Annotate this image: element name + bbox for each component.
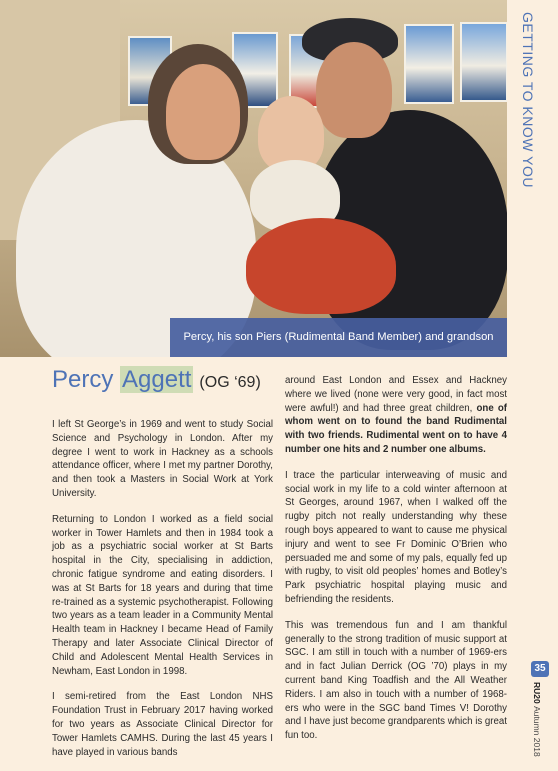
issue-season: Autumn 2018 [532,706,542,757]
section-label: GETTING TO KNOW YOU [520,12,536,188]
page-number: 35 [531,661,549,677]
paragraph: Returning to London I worked as a field social worker in Tower Hamlets and then in 1984 took a job as a psychiatric social worker at St Barts hospital in the City, specialising in addiction, chronic fatigue syndrome and eating disorders. I was at St Barts for 18 years and during that time re-trained as a systemic psychotherapist. Following two years as a team leader in a Community Mental Health team in Hackney I became Head of Family Therapy and later Associate Clinical Director of Child and Adolescent Mental Health Services in Newham, East London in 1998. [52,513,273,677]
title-first-name: Percy [52,366,114,393]
article-title [52,366,261,394]
paragraph: I left St George’s in 1969 and went to study Social Science and Psychology in London. After my degree I went to work in Hackney as a schools attendance officer, where I met my partner Dorothy, and then took a Masters in Social Work at York University. [52,419,273,499]
paragraph: I trace the particular interweaving of music and social work in my life to a cold winter afternoon at St Georges, around 1967, when I walked off the rugby pitch not really understanding why these rough boys appeared to want to cause me physical injury and went to see Fr Dominic O’Brien who persuaded me and some of my pals, equally fed up with rugby, to visit old peoples’ homes and Botley’s Park psychiatric hospital playing music and befriending the residents. [285,469,507,605]
paragraph [285,374,507,457]
person-left-face [166,64,240,160]
person-right-face [316,42,392,138]
paragraph: I semi-retired from the East London NHS Foundation Trust in February 2017 having worked for two years as Associate Clinical Director for Tower Hamlets CAMHS. During the last 45 years I have played in various bands [52,691,273,758]
article-left-column [52,418,273,771]
article-photo [0,0,507,357]
paragraph-bold-text: one of whom went on to found the band Rudimental with two friends. Rudimental went on to have 4 number one hits and 2 number one albums. [285,402,507,455]
photo-caption: Percy, his son Piers (Rudimental Band Member) and grandson [170,318,507,357]
issue-label [532,682,542,757]
painting [460,22,507,102]
painting [404,24,454,104]
baby-trousers [246,218,396,314]
article-right-column [285,374,507,755]
title-surname: Aggett [122,366,192,393]
title-class-year: (OG ‘69) [199,374,261,391]
issue-code: RU20 [532,682,542,704]
paragraph-text: around East London and Essex and Hackney where we lived (none were very good, in fact most were awful!) and had three great children, [285,375,507,414]
paragraph: This was tremendous fun and I am thankful generally to the strong tradition of music support at SGC. I am still in touch with a number of 1969-ers and in fact Julian Derrick (OG ’70) plays in my current band King Toadfish and the All Weather Riders. I am also in touch with a number of 1968-ers who were in the SGC band Times V! Dorothy and I have just become grandparents which is great fun too. [285,619,507,742]
